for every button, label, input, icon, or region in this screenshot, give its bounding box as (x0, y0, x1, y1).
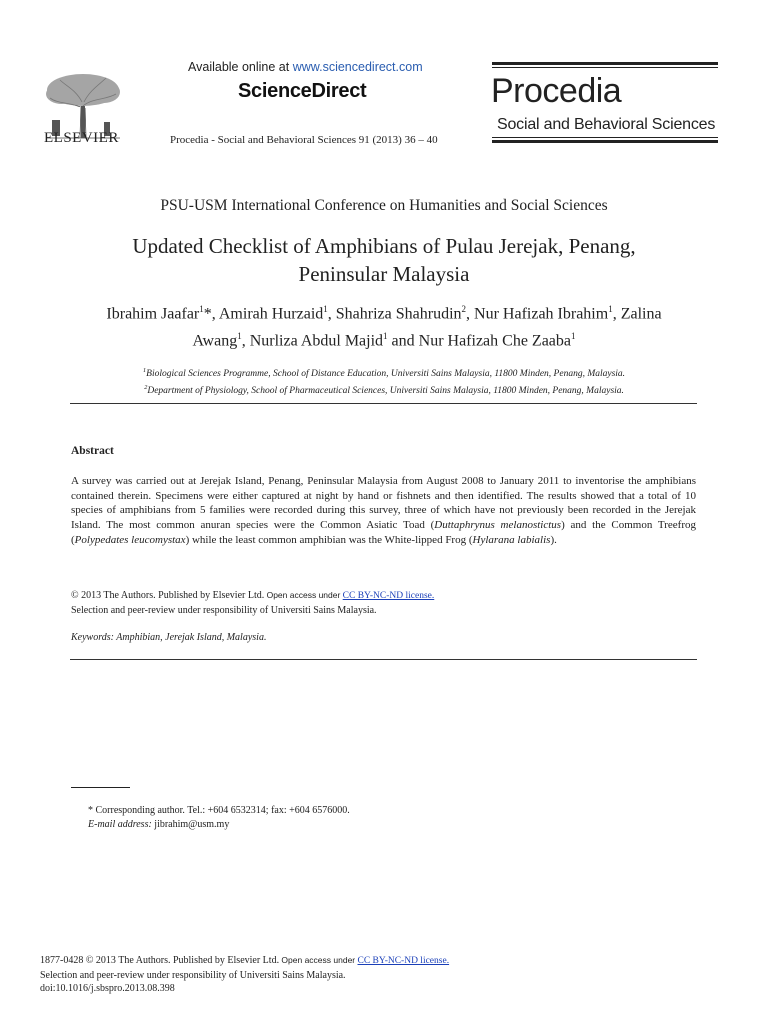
keywords-line (71, 632, 266, 643)
email-address: jibrahim@usm.my (151, 819, 230, 830)
affil-mark: 1 (142, 367, 147, 374)
open-access-text: Open access under (279, 955, 358, 965)
abstract-text: A survey was carried out at Jerejak Island, Penang, Peninsular Malaysia from August 2008 to January 2011 to inventorise the amphibians contained therein. Specimens were either captured at night by hand or fishnets and then identified. The results showed that a total of 10 species of amphibians from 5 families were recorded during this survey, three of which have not previously been recorded in the Jerejak Island. The most common anuran species were the Common Asiatic Toad ( (71, 475, 696, 532)
journal-citation: Procedia - Social and Behavioral Sciences 91 (2013) 36 – 40 (170, 134, 438, 146)
conference-name: PSU-USM International Conference on Humanities and Social Sciences (160, 197, 608, 214)
issn-line (40, 954, 449, 969)
species-name: Duttaphrynus melanostictus (434, 519, 562, 532)
section-divider (70, 403, 697, 404)
abstract-text: ) while the least common amphibian was the White-lipped Frog ( (185, 533, 473, 546)
author-name: Awang (192, 332, 238, 350)
affil-text: Biological Sciences Programme, School of Distance Education, Universiti Sains Malaysia, 11800 Minden, Penang, Malaysia. (146, 369, 626, 380)
author-name: Nurliza Abdul Majid (249, 332, 384, 350)
page-footer (40, 954, 449, 996)
author-list (60, 298, 708, 353)
author-affil-mark: 2 (461, 304, 467, 314)
copyright-text: © 2013 The Authors. Published by Elsevier Ltd. (71, 590, 265, 601)
abstract-body (71, 474, 696, 548)
available-online-line (188, 60, 423, 74)
email-line (88, 818, 350, 832)
procedia-title: Procedia (491, 72, 622, 110)
authors-line-2: Awang$^1$, Nurliza Abdul Majid$^1$ and Nur Hafizah Che Zaaba$^1$ (192, 331, 576, 350)
doi-line: doi:10.1016/j.sbspro.2013.08.398 (40, 983, 175, 994)
sciencedirect-link[interactable]: www.sciencedirect.com (292, 60, 423, 74)
corresponding-author-note: * Corresponding author. Tel.: +604 6532314; fax: +604 6576000. (88, 805, 350, 816)
authors-line-1: Ibrahim Jaafar$^1$*, Amirah Hurzaid$^1$, Shahriza Shahrudin$^2$, Nur Hafizah Ibrahim$^1$, Zalina (106, 304, 662, 323)
title-line-2: Peninsular Malaysia (298, 262, 470, 286)
copyright-block (71, 589, 434, 617)
author-name: Nur Hafizah Ibrahim (474, 305, 609, 323)
affiliation-2 (60, 381, 708, 398)
keywords-label: Keywords: (71, 632, 117, 643)
author-name: Ibrahim Jaafar (106, 305, 200, 323)
license-link[interactable]: CC BY-NC-ND license. (342, 591, 435, 601)
author-name: Amirah Hurzaid (218, 305, 324, 323)
section-divider (70, 659, 697, 660)
procedia-rule (492, 62, 718, 65)
author-affil-mark: 1 (608, 304, 613, 314)
review-line: Selection and peer-review under responsibility of Universiti Sains Malaysia. (71, 604, 377, 616)
author-name: Nur Hafizah Che Zaaba (418, 332, 572, 350)
author-name: Zalina (620, 305, 662, 323)
abstract-text: ) and the Common Treefrog ( (71, 519, 696, 546)
available-prefix: Available online at (188, 60, 293, 74)
procedia-rule (492, 140, 718, 143)
footnote-divider (71, 787, 130, 788)
affiliations (60, 364, 708, 398)
procedia-rule (492, 137, 718, 138)
author-affil-mark: 1 (383, 331, 388, 342)
species-name: Hylarana labialis (472, 533, 551, 546)
license-link[interactable]: CC BY-NC-ND license. (357, 956, 450, 966)
issn-text: 1877-0428 © 2013 The Authors. Published by Elsevier Ltd. (40, 955, 280, 966)
corresponding-mark: * (203, 305, 212, 323)
affiliation-1 (60, 364, 708, 381)
procedia-rule (492, 67, 718, 68)
procedia-subtitle: Social and Behavioral Sciences (497, 116, 716, 133)
author-affil-mark: 1 (571, 331, 576, 342)
abstract-text: ). (550, 533, 557, 546)
email-label: E-mail address: (88, 819, 152, 830)
species-name: Polypedates leucomystax (74, 533, 186, 546)
author-affil-mark: 1 (323, 304, 328, 314)
keywords-text: Amphibian, Jerejak Island, Malaysia. (116, 632, 267, 643)
author-name: Shahriza Shahrudin (335, 305, 462, 323)
affil-mark: 2 (144, 384, 148, 392)
copyright-line (71, 589, 434, 604)
review-line: Selection and peer-review under responsibility of Universiti Sains Malaysia. (40, 969, 346, 981)
title-line-1: Updated Checklist of Amphibians of Pulau Jerejak, Penang, (132, 234, 636, 258)
footnote (88, 804, 350, 832)
sciencedirect-brand: ScienceDirect (238, 80, 367, 102)
author-affil-mark: 1 (237, 331, 242, 342)
abstract-heading: Abstract (71, 445, 114, 457)
elsevier-wordmark: ELSEVIER (44, 130, 119, 146)
author-affil-mark: 1 (199, 304, 204, 314)
open-access-text: Open access under (264, 590, 343, 600)
affil-text: Department of Physiology, School of Pharmaceutical Sciences, Universiti Sains Malaysia, 11800 Minden, Penang, Malaysia. (147, 386, 624, 397)
paper-title (60, 232, 708, 288)
